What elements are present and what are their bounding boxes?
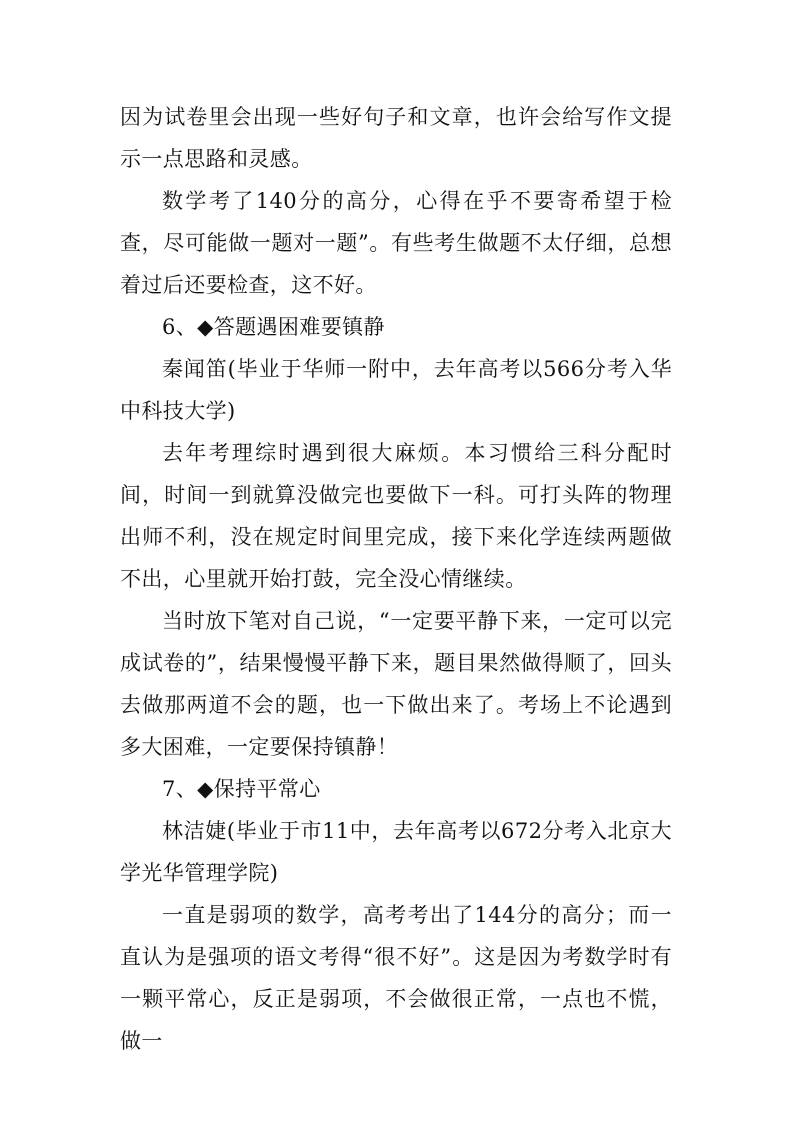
paragraph-science-exam-trouble: 去年考理综时遇到很大麻烦。本习惯给三科分配时间，时间一到就算没做完也要做下一科。可打头阵的物理出师不利，没在规定时间里完成，接下来化学连续两题做不出，心里就开始打鼓，完全没心情继续。: [120, 441, 672, 591]
paragraph-test-reading-tip: 因为试卷里会出现一些好句子和文章，也许会给写作文提示一点思路和灵感。: [120, 105, 672, 171]
paragraph-student-qin: 秦闻笛(毕业于华师一附中，去年高考以566分考入华中科技大学): [120, 357, 672, 423]
paragraph-stay-calm: 当时放下笔对自己说，“一定要平静下来，一定可以完成试卷的”，结果慢慢平静下来，题目果然做得顺了，回头去做那两道不会的题，也一下做出来了。考场上不论遇到多大困难，一定要保持镇静！: [120, 609, 672, 759]
paragraph-normal-mind: 一直是弱项的数学，高考考出了144分的高分；而一直认为是强项的语文考得“很不好”。这是因为考数学时有一颗平常心，反正是弱项，不会做很正常，一点也不慌，做一: [120, 903, 672, 1053]
section-heading-7: 7、◆保持平常心: [162, 777, 321, 801]
paragraph-student-lin: 林洁婕(毕业于市11中，去年高考以672分考入北京大学光华管理学院): [120, 819, 672, 885]
section-heading-6: 6、◆答题遇困难要镇静: [162, 315, 385, 339]
paragraph-math-score: 数学考了140分的高分，心得在乎不要寄希望于检查，尽可能做一题对一题”。有些考生做题不太仔细，总想着过后还要检查，这不好。: [120, 189, 672, 297]
document-page: [120, 96, 672, 1062]
